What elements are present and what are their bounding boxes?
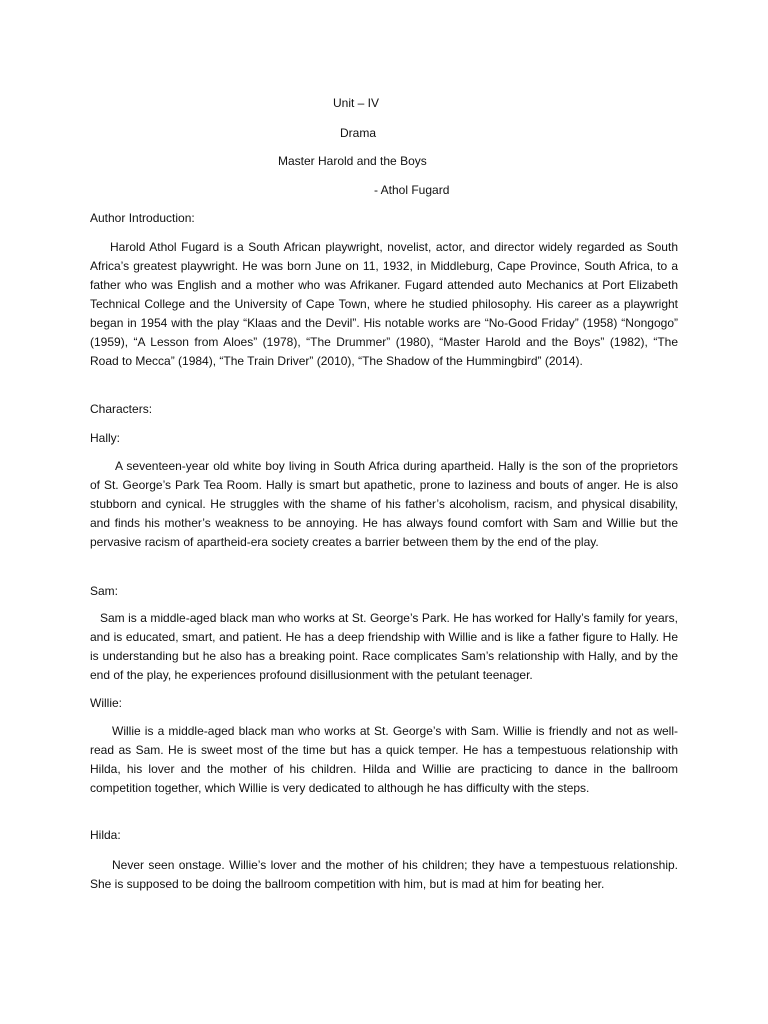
author-intro-paragraph: Harold Athol Fugard is a South African playwright, novelist, actor, and director widely regarded as South Africa’s greatest playwright. He was born June on 11, 1932, in Middleburg, Cape Province, South Africa, to a father who was English and a mother who was Afrikaner. Fugard attended auto Mechanics at Port Elizabeth Technical College and the University of Cape Town, where he studied philosophy. His career as a playwright began in 1954 with the play “Klaas and the Devil”. His notable works are “No-Good Friday” (1958) “Nongogo” (1959), “A Lesson from Aloes” (1978), “The Drummer” (1980), “Master Harold and the Boys” (1982), “The Road to Mecca” (1984), “The Train Driver” (2010), “The Shadow of the Hummingbird” (2014). [90, 240, 678, 368]
hally-section [90, 429, 678, 448]
characters-heading: Characters: [90, 402, 153, 416]
genre-title: Drama [340, 126, 377, 140]
hilda-section [90, 826, 678, 845]
sam-heading: Sam: [90, 584, 119, 598]
sam-section [90, 582, 678, 601]
willie-body [90, 722, 678, 798]
willie-paragraph: Willie is a middle-aged black man who works at St. George’s with Sam. Willie is friendly and not as well-read as Sam. He is sweet most of the time but has a quick temper. He has a tempestuous relationship with Hilda, his lover and the mother of his children. Hilda and Willie are practicing to dance in the ballroom competition together, which Willie is very dedicated to although he has difficulty with the steps. [90, 724, 678, 795]
hally-heading: Hally: [90, 431, 121, 445]
willie-heading: Willie: [90, 696, 122, 710]
hally-body [90, 457, 678, 552]
author-byline: - Athol Fugard [374, 183, 450, 197]
author-intro-body [90, 238, 678, 371]
author-intro-section [90, 209, 678, 228]
hilda-heading: Hilda: [90, 828, 121, 842]
hilda-paragraph: Never seen onstage. Willie’s lover and the mother of his children; they have a tempestuous relationship. She is supposed to be doing the ballroom competition with him, but is mad at him for beating her. [90, 858, 678, 891]
sam-body [90, 609, 678, 685]
unit-title: Unit – IV [333, 96, 380, 110]
sam-paragraph: Sam is a middle-aged black man who works at St. George’s Park. He has worked for Hally’s family for years, and is educated, smart, and patient. He has a deep friendship with Willie and is like a father figure to Hally. He is understanding but he also has a breaking point. Race complicates Sam’s relationship with Hally, and by the end of the play, he experiences profound disillusionment with the petulant teenager. [90, 611, 678, 682]
characters-section [90, 400, 678, 419]
play-title: Master Harold and the Boys [278, 154, 427, 168]
author-intro-heading: Author Introduction: [90, 211, 195, 225]
willie-section [90, 694, 678, 713]
hally-paragraph: A seventeen-year old white boy living in South Africa during apartheid. Hally is the son of the proprietors of St. George’s Park Tea Room. Hally is smart but apathetic, prone to laziness and bouts of anger. He is also stubborn and cynical. He struggles with the shame of his father’s alcoholism, racism, and physical disability, and finds his mother’s weakness to be annoying. He has always found comfort with Sam and Willie but the pervasive racism of apartheid-era society creates a barrier between them by the end of the play. [90, 459, 678, 549]
hilda-body [90, 856, 678, 894]
